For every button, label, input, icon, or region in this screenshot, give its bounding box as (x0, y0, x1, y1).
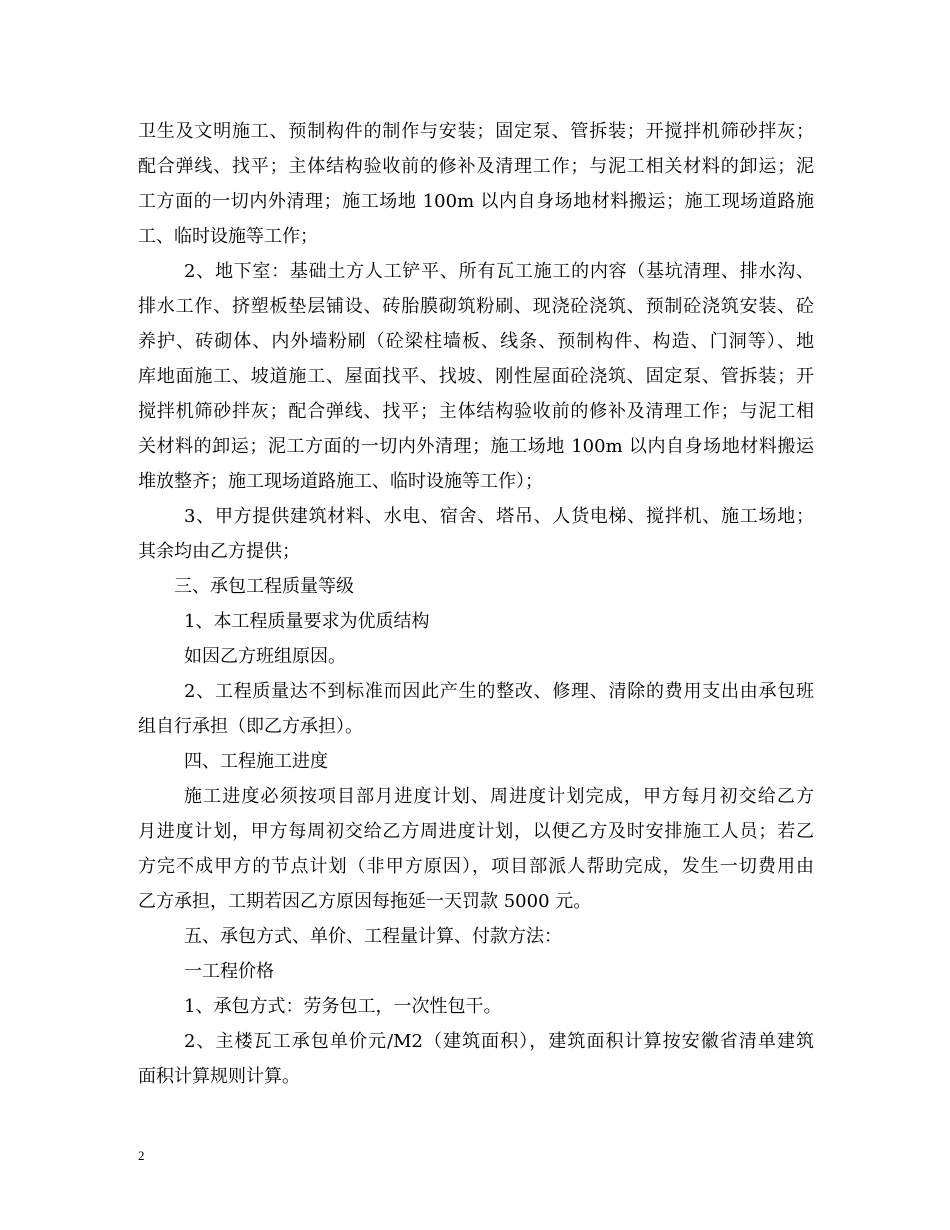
text-line: 卫生及文明施工、预制构件的制作与安装；固定泵、管拆装；开搅拌机筛砂拌灰； (138, 121, 814, 142)
text-line: 搅拌机筛砂拌灰；配合弹线、找平；主体结构验收前的修补及清理工作；与泥工相 (138, 401, 814, 422)
text-line: 其余均由乙方提供； (138, 541, 300, 562)
text-line: 月进度计划，甲方每周初交给乙方周进度计划，以便乙方及时安排施工人员；若乙 (138, 821, 814, 842)
page-number: 2 (138, 1148, 145, 1163)
text-line: 乙方承担，工期若因乙方原因每拖延一天罚款 5000 元。 (138, 891, 592, 912)
text-line: 一工程价格 (184, 961, 274, 982)
text-line: 排水工作、挤塑板垫层铺设、砖胎膜砌筑粉刷、现浇砼浇筑、预制砼浇筑安装、砼 (138, 296, 814, 317)
text-line: 工方面的一切内外清理；施工场地 100m 以内自身场地材料搬运；施工现场道路施 (138, 191, 814, 212)
text-line: 施工进度必须按项目部月进度计划、周进度计划完成，甲方每月初交给乙方 (184, 786, 814, 807)
text-line: 1、承包方式：劳务包工，一次性包干。 (184, 996, 502, 1017)
text-line: 如因乙方班组原因。 (184, 646, 346, 667)
text-line: 面积计算规则计算。 (138, 1066, 300, 1087)
text-line: 3、甲方提供建筑材料、水电、宿舍、塔吊、人货电梯、搅拌机、施工场地； (184, 506, 814, 527)
text-line: 1、本工程质量要求为优质结构 (184, 611, 430, 632)
document-body (138, 114, 814, 1094)
text-line: 关材料的卸运；泥工方面的一切内外清理；施工场地 100m 以内自身场地材料搬运 (138, 436, 814, 457)
text-line: 2、地下室：基础土方人工铲平、所有瓦工施工的内容（基坑清理、排水沟、 (184, 261, 814, 282)
text-line: 四、工程施工进度 (184, 751, 328, 772)
text-line: 五、承包方式、单价、工程量计算、付款方法： (184, 926, 562, 947)
text-line: 配合弹线、找平；主体结构验收前的修补及清理工作；与泥工相关材料的卸运；泥 (138, 156, 814, 177)
text-line: 组自行承担（即乙方承担）。 (138, 716, 363, 737)
text-line: 养护、砖砌体、内外墙粉刷（砼梁柱墙板、线条、预制构件、构造、门洞等）、地 (138, 331, 814, 352)
text-line: 2、主楼瓦工承包单价元/M2（建筑面积），建筑面积计算按安徽省清单建筑 (184, 1031, 814, 1052)
text-line: 三、承包工程质量等级 (174, 576, 354, 597)
text-line: 2、工程质量达不到标准而因此产生的整改、修理、清除的费用支出由承包班 (184, 681, 814, 702)
text-line: 工、临时设施等工作； (138, 226, 318, 247)
text-line: 方完不成甲方的节点计划（非甲方原因），项目部派人帮助完成，发生一切费用由 (138, 856, 814, 877)
text-line: 堆放整齐；施工现场道路施工、临时设施等工作）； (138, 471, 543, 492)
text-line: 库地面施工、坡道施工、屋面找平、找坡、刚性屋面砼浇筑、固定泵、管拆装；开 (138, 366, 814, 387)
